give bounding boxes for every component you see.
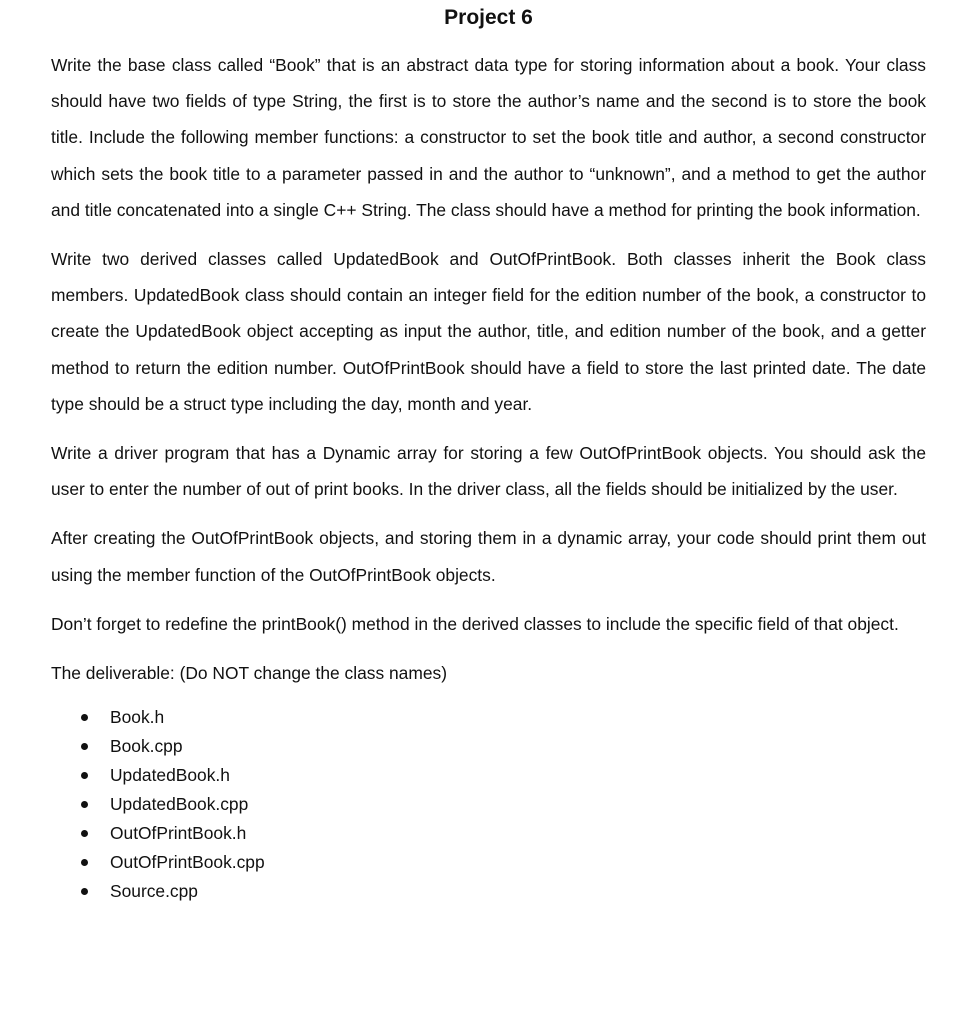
bullet-icon	[81, 801, 88, 808]
paragraph-book-class: Write the base class called “Book” that is an abstract data type for storing information about a book. Your class should have two fields of type String, the first is to store the author’s name and the second is to store the book title. Include the following member functions: a constructor to set the book title and author, a second constructor which sets the book title to a parameter passed in and the author to “unknown”, and a method to get the author and title concatenated into a single C++ String. The class should have a method for printing the book information.	[51, 55, 926, 220]
bullet-icon	[81, 772, 88, 779]
deliverable-file: UpdatedBook.cpp	[110, 794, 249, 815]
bullet-icon	[81, 830, 88, 837]
deliverables-list	[51, 703, 926, 906]
document-page	[0, 6, 970, 1030]
list-item	[81, 848, 926, 877]
paragraph-driver-program: Write a driver program that has a Dynamic array for storing a few OutOfPrintBook objects. You should ask the user to enter the number of out of print books. In the driver class, all the fields should be initialized by the user.	[51, 443, 926, 500]
page-title: Project 6	[444, 6, 533, 29]
deliverable-file: Book.cpp	[110, 736, 183, 757]
bullet-icon	[81, 859, 88, 866]
deliverable-file: OutOfPrintBook.cpp	[110, 852, 265, 873]
list-item	[81, 790, 926, 819]
bullet-icon	[81, 743, 88, 750]
deliverable-file: Book.h	[110, 707, 165, 728]
deliverable-file: Source.cpp	[110, 881, 198, 902]
list-item	[81, 761, 926, 790]
deliverable-file: UpdatedBook.h	[110, 765, 230, 786]
list-item	[81, 819, 926, 848]
bullet-icon	[81, 714, 88, 721]
list-item	[81, 732, 926, 761]
deliverable-file: OutOfPrintBook.h	[110, 823, 247, 844]
paragraph-print-objects: After creating the OutOfPrintBook objects, and storing them in a dynamic array, your code should print them out using the member function of the OutOfPrintBook objects.	[51, 528, 926, 585]
list-item	[81, 877, 926, 906]
paragraph-deliverable-heading: The deliverable: (Do NOT change the class names)	[51, 663, 447, 684]
bullet-icon	[81, 888, 88, 895]
list-item	[81, 703, 926, 732]
paragraph-derived-classes: Write two derived classes called UpdatedBook and OutOfPrintBook. Both classes inherit the Book class members. UpdatedBook class should contain an integer field for the edition number of the book, a constructor to create the UpdatedBook object accepting as input the author, title, and edition number of the book, and a getter method to return the edition number. OutOfPrintBook should have a field to store the last printed date. The date type should be a struct type including the day, month and year.	[51, 249, 926, 414]
paragraph-redefine-method: Don’t forget to redefine the printBook() method in the derived classes to include the specific field of that object.	[51, 613, 899, 634]
